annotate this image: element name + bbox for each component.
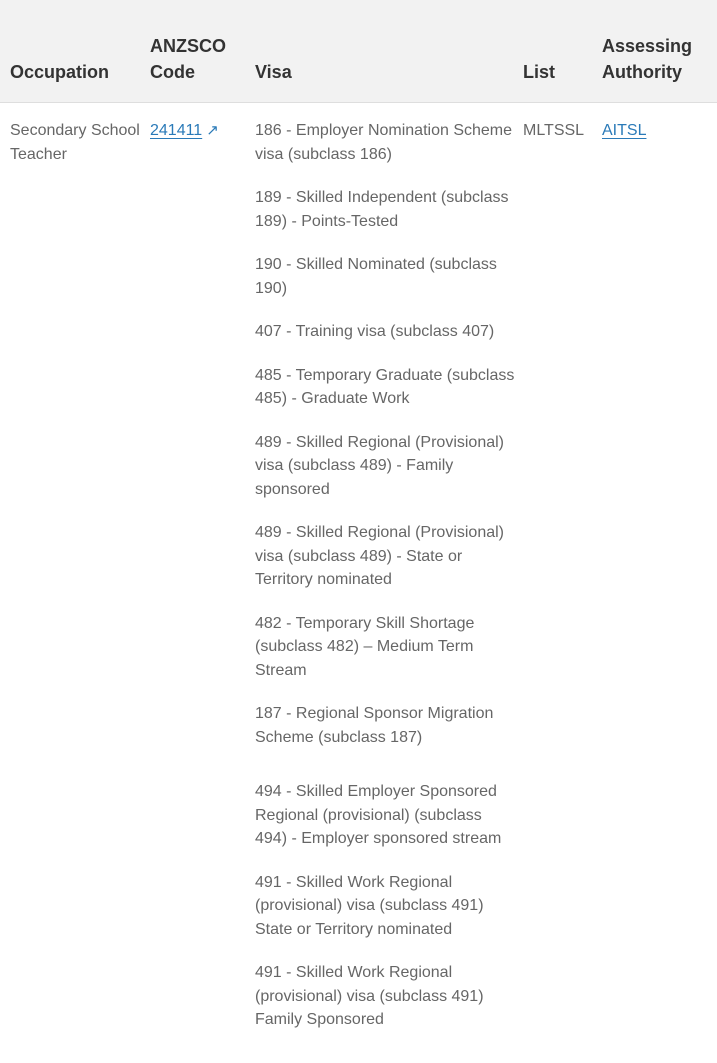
list-cell [523,103,602,1052]
visa-list [255,119,523,1032]
header-occupation [0,0,150,103]
occupation-name: Secondary School Teacher [10,122,140,163]
list-value: MLTSSL [523,122,585,139]
external-link-icon: ↗ [206,122,219,139]
header-anzsco-line1: ANZSCO [150,36,226,56]
header-authority-line1: Assessing [602,36,693,56]
table-header [0,0,717,103]
header-row [0,0,717,103]
header-anzsco-code [150,0,255,103]
anzsco-code-link[interactable] [150,122,219,139]
anzsco-code-text: 241411 [150,122,203,139]
visa-item: 485 - Temporary Graduate (subclass 485) - Graduate Work [255,366,515,407]
header-visa-label: Visa [255,62,292,82]
assessing-authority-link[interactable]: AITSL [602,122,647,139]
visa-item: 189 - Skilled Independent (subclass 189) - Points-Tested [255,189,509,230]
visa-item: 489 - Skilled Regional (Provisional) visa (subclass 489) - Family sponsored [255,433,505,498]
table-body [0,103,717,1052]
visa-item: 187 - Regional Sponsor Migration Scheme (subclass 187) [255,705,494,746]
visa-item: 186 - Employer Nomination Scheme visa (subclass 186) [255,122,513,163]
visa-item: 491 - Skilled Work Regional (provisional) visa (subclass 491) Family Sponsored [255,964,484,1028]
visa-item: 491 - Skilled Work Regional (provisional) visa (subclass 491) State or Territory nominated [255,873,484,938]
visa-item: 489 - Skilled Regional (Provisional) visa (subclass 489) - State or Territory nominated [255,524,505,588]
visa-item: 190 - Skilled Nominated (subclass 190) [255,256,497,297]
occupation-cell [0,103,150,1052]
authority-cell [602,103,717,1052]
anzsco-code-cell [150,103,255,1052]
visa-cell [255,103,523,1052]
visa-item: 482 - Temporary Skill Shortage (subclass 482) – Medium Term Stream [255,614,475,679]
header-visa [255,0,523,103]
header-anzsco-line2: Code [150,62,195,82]
header-assessing-authority [602,0,717,103]
table-row [0,103,717,1052]
header-list-label: List [523,62,556,82]
visa-item: 407 - Training visa (subclass 407) [255,323,495,340]
visa-item: 494 - Skilled Employer Sponsored Regional (provisional) (subclass 494) - Employer sponsored stream [255,783,502,847]
header-list [523,0,602,103]
header-authority-line2: Authority [602,62,682,82]
header-occupation-label: Occupation [10,62,110,82]
